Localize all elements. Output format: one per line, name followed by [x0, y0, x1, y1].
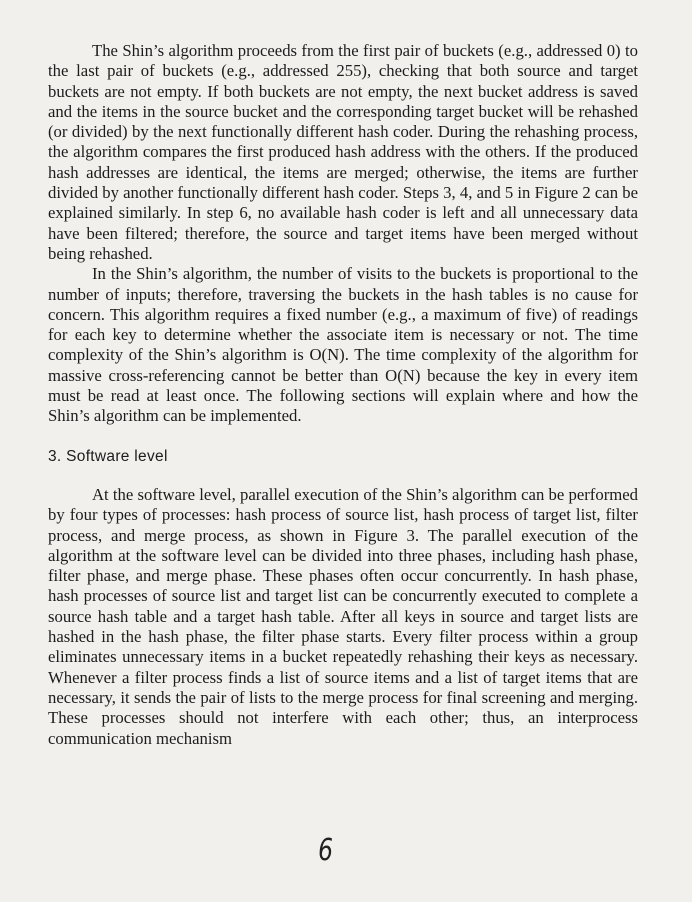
page-number: 6 [318, 833, 333, 868]
section-heading: 3. Software level [48, 447, 168, 465]
paragraph-shin-algorithm-procedure: The Shin’s algorithm proceeds from the first pair of buckets (e.g., addressed 0) to the last pair of buckets (e.g., addressed 255), checking that both source and target buckets are not empty. If both buckets are not empty, the next bucket address is saved and the items in the source bucket and the corresponding target bucket will be rehashed (or divided) by the next functionally different hash coder. During the rehashing process, the algorithm compares the first produced hash address with the others. If the produced hash addresses are identical, the items are merged; otherwise, the items are further divided by another functionally different hash coder. Steps 3, 4, and 5 in Figure 2 can be explained similarly. In step 6, no available hash coder is left and all unnecessary data have been filtered; therefore, the source and target items have been merged without being rehashed. [48, 41, 638, 263]
paragraph-time-complexity: In the Shin’s algorithm, the number of visits to the buckets is proportional to the number of inputs; therefore, traversing the buckets in the hash tables is no cause for concern. This algorithm requires a fixed number (e.g., a maximum of five) of readings for each key to determine whether the associate item is necessary or not. The time complexity of the Shin’s algorithm is O(N). The time complexity of the algorithm for massive cross-referencing cannot be better than O(N) because the key in every item must be read at least once. The following sections will explain where and how the Shin’s algorithm can be implemented. [48, 264, 638, 426]
paragraph-software-level: At the software level, parallel execution of the Shin’s algorithm can be performed by four types of processes: hash process of source list, hash process of target list, filter process, and merge process, as shown in Figure 3. The parallel execution of the algorithm at the software level can be divided into three phases, including hash phase, filter phase, and merge phase. These phases often occur concurrently. In hash phase, hash processes of source list and target list can be concurrently executed to complete a source hash table and a target hash table. After all keys in source and target lists are hashed in the hash phase, the filter phase starts. Every filter process within a group eliminates unnecessary items in a bucket repeatedly rehashing their keys as necessary. Whenever a filter process finds a list of source items and a list of target items that are necessary, it sends the pair of lists to the merge process for final screening and merging. These processes should not interfere with each other; thus, an interprocess communication mechanism [48, 484, 638, 748]
document-page [48, 41, 638, 749]
